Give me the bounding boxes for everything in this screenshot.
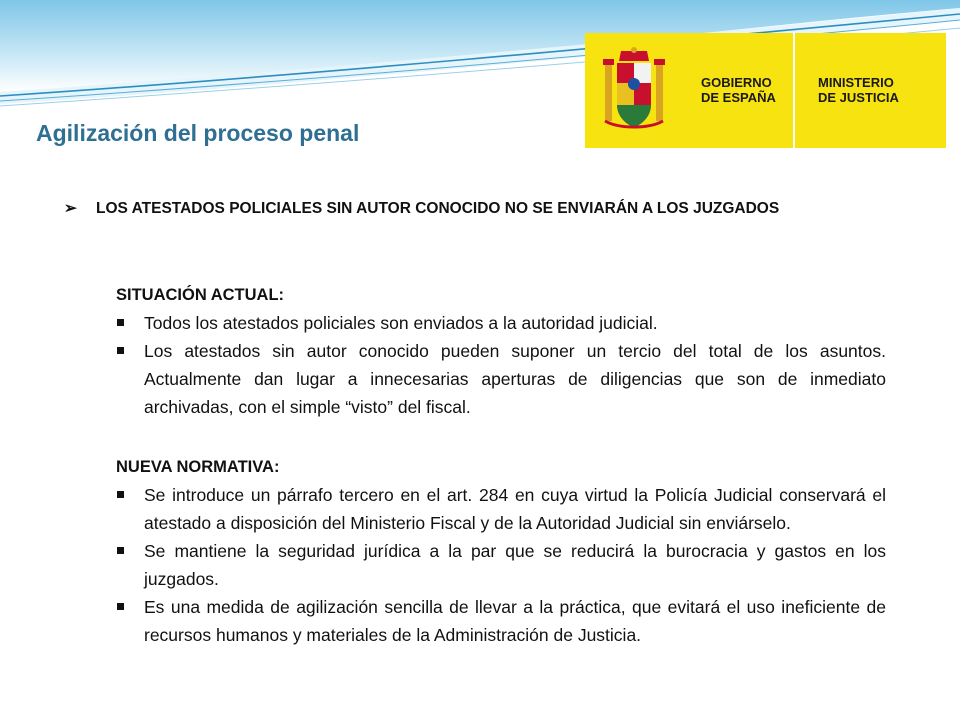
arrow-bullet-icon: ➢ [64,200,77,217]
square-bullet-icon [117,603,124,610]
list-item: Los atestados sin autor conocido pueden suponer un tercio del total de los asuntos. Actualmente dan lugar a innecesarias aperturas de diligencias que son de inmediato archivadas, con el simple “visto” del fiscal. [116,337,886,421]
section-new-regulation [116,453,886,649]
list-item: Se mantiene la seguridad jurídica a la par que se reducirá la burocracia y gastos en los juzgados. [116,537,886,593]
square-bullet-icon [117,347,124,354]
list-item: Se introduce un párrafo tercero en el art. 284 en cuya virtud la Policía Judicial conservará el atestado a disposición del Ministerio Fiscal y de la Autoridad Judicial sin enviárselo. [116,481,886,537]
ministry-label: MINISTERIO DE JUSTICIA [818,75,899,105]
ministry-logo [585,33,946,148]
section-title: NUEVA NORMATIVA: [116,458,280,476]
list-item: Es una medida de agilización sencilla de llevar a la práctica, que evitará el uso ineficiente de recursos humanos y materiales de la Administración de Justicia. [116,593,886,649]
main-point-text: LOS ATESTADOS POLICIALES SIN AUTOR CONOCIDO NO SE ENVIARÁN A LOS JUZGADOS [96,200,780,217]
list-item: Todos los atestados policiales son enviados a la autoridad judicial. [116,309,886,337]
main-point [64,196,886,221]
square-bullet-icon [117,491,124,498]
square-bullet-icon [117,547,124,554]
coat-of-arms-icon [599,45,669,137]
section-current-situation [116,281,886,421]
square-bullet-icon [117,319,124,326]
logo-divider [793,33,795,148]
section-title: SITUACIÓN ACTUAL: [116,286,285,304]
government-label: GOBIERNO DE ESPAÑA [701,75,776,105]
page-title: Agilización del proceso penal [36,120,360,146]
